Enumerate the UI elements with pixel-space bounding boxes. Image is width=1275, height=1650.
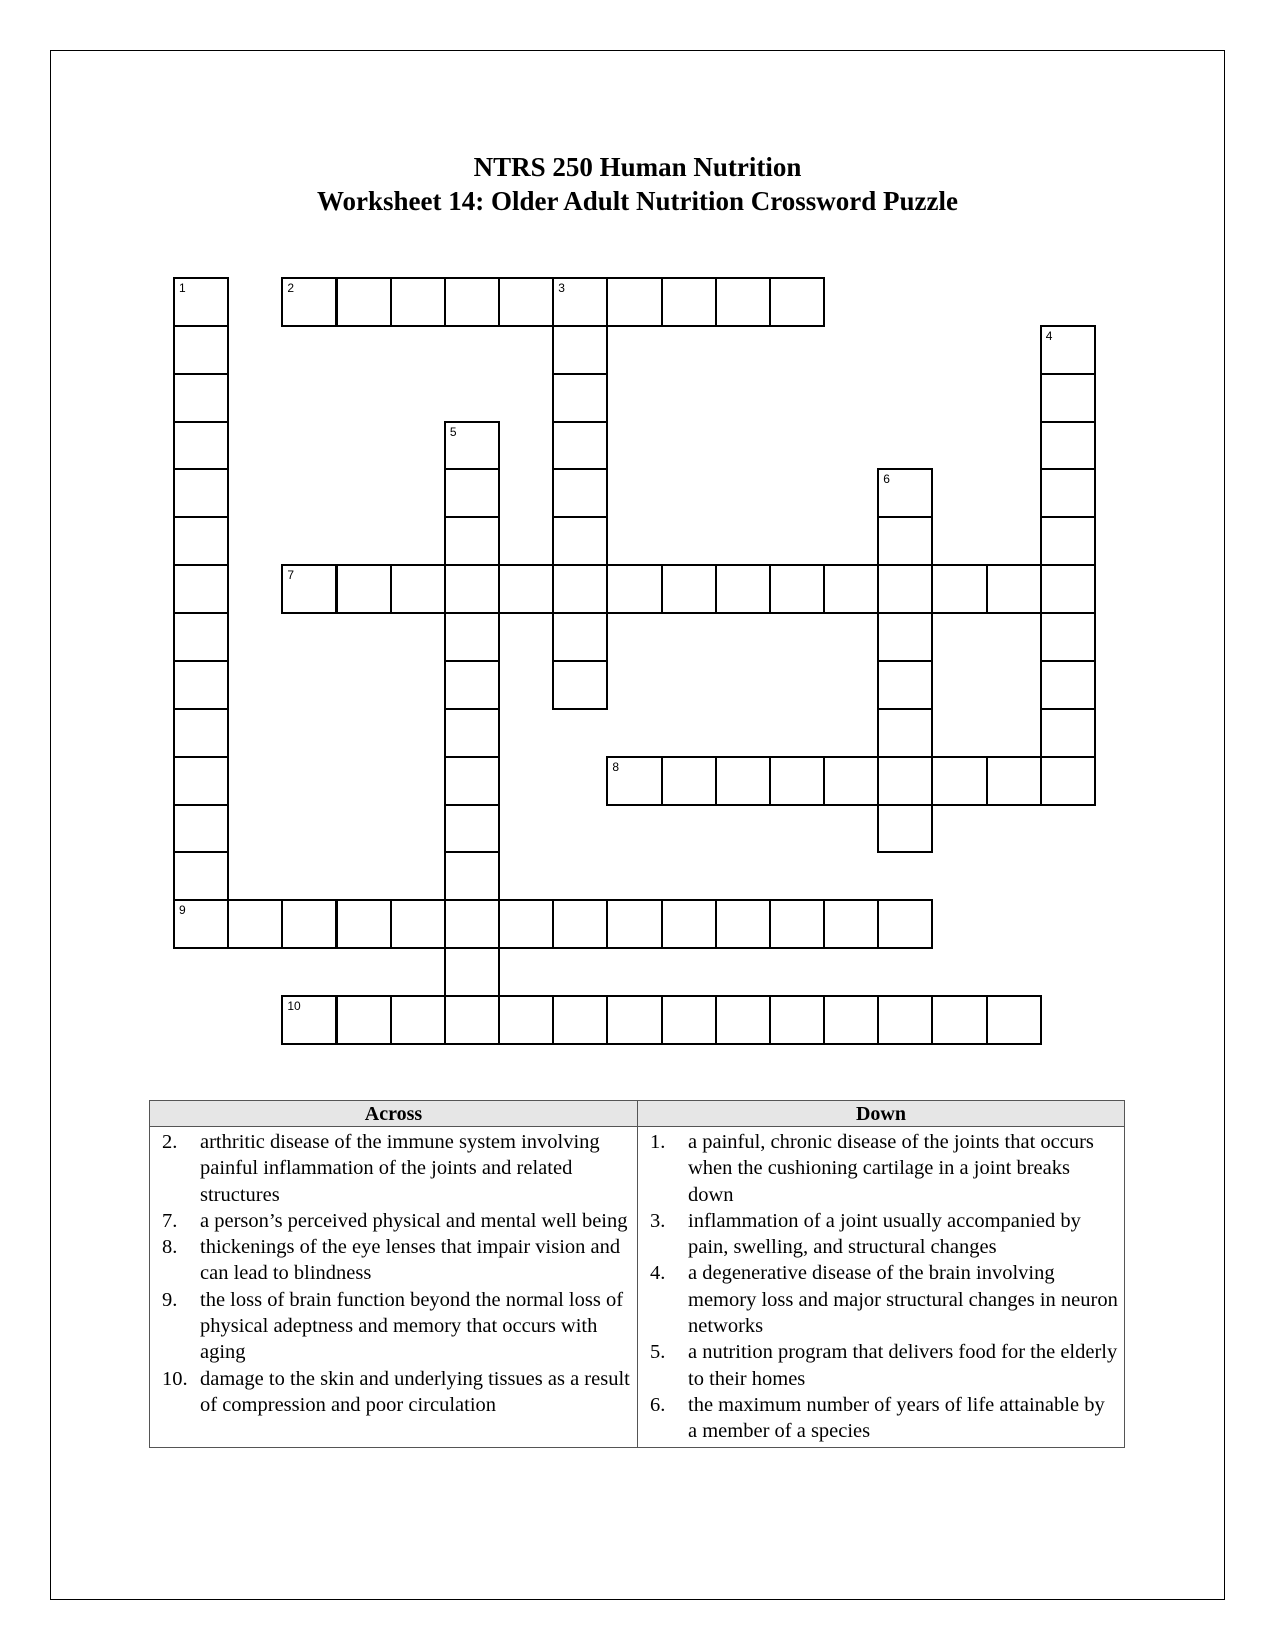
crossword-cell[interactable] xyxy=(715,899,771,949)
clue-text: arthritic disease of the immune system involving painful inflammation of the joints and related structures xyxy=(200,1131,600,1206)
crossword-cell[interactable] xyxy=(444,851,500,901)
crossword-cell[interactable] xyxy=(552,564,608,614)
crossword-cell[interactable] xyxy=(769,995,825,1045)
crossword-cell[interactable] xyxy=(986,995,1042,1045)
crossword-cell[interactable] xyxy=(173,612,229,662)
clue-text: the maximum number of years of life attainable by a member of a species xyxy=(688,1393,1105,1443)
crossword-cell[interactable] xyxy=(444,564,500,614)
clue-number: 4. xyxy=(650,1262,666,1285)
crossword-cell[interactable] xyxy=(986,564,1042,614)
crossword-cell[interactable] xyxy=(173,421,229,471)
crossword-cell[interactable] xyxy=(336,899,392,949)
crossword-cell[interactable] xyxy=(715,756,771,806)
cell-number: 7 xyxy=(287,568,295,583)
cell-number: 2 xyxy=(287,281,295,295)
crossword-cell[interactable] xyxy=(390,564,446,614)
crossword-cell[interactable] xyxy=(877,516,933,566)
crossword-cell[interactable] xyxy=(498,277,554,327)
clue-across-10 xyxy=(150,1366,637,1419)
crossword-cell[interactable] xyxy=(606,277,662,327)
crossword-cell[interactable] xyxy=(390,277,446,327)
crossword-cell[interactable] xyxy=(444,516,500,566)
crossword-cell[interactable] xyxy=(281,995,337,1045)
crossword-cell[interactable] xyxy=(336,995,392,1045)
crossword-cell[interactable] xyxy=(606,995,662,1045)
worksheet-title: Worksheet 14: Older Adult Nutrition Crossword Puzzle xyxy=(317,186,958,216)
clues-table xyxy=(149,1100,1125,1448)
clue-down-4 xyxy=(638,1260,1124,1339)
crossword-cell[interactable] xyxy=(1040,516,1096,566)
crossword-cell[interactable] xyxy=(769,756,825,806)
crossword-cell[interactable] xyxy=(281,899,337,949)
clue-number: 2. xyxy=(162,1131,178,1153)
crossword-cell[interactable] xyxy=(390,899,446,949)
crossword-cell[interactable] xyxy=(173,373,229,423)
cell-number: 5 xyxy=(449,424,457,439)
crossword-cell[interactable] xyxy=(444,612,500,662)
crossword-cell[interactable] xyxy=(877,899,933,949)
clue-text: a person’s perceived physical and mental well being xyxy=(200,1209,628,1232)
clue-number: 7. xyxy=(162,1209,178,1232)
cell-number: 1 xyxy=(179,281,186,295)
crossword-cell[interactable] xyxy=(444,421,500,471)
crossword-cell[interactable] xyxy=(661,277,717,327)
crossword-cell[interactable] xyxy=(661,756,717,806)
crossword-cell[interactable] xyxy=(173,756,229,806)
crossword-cell[interactable] xyxy=(1040,660,1096,710)
clue-down-1 xyxy=(638,1129,1124,1208)
crossword-cell[interactable] xyxy=(1040,708,1096,758)
crossword-cell[interactable] xyxy=(173,468,229,518)
crossword-cell[interactable] xyxy=(1040,373,1096,423)
clue-text: thickenings of the eye lenses that impair vision and can lead to blindness xyxy=(200,1236,621,1285)
crossword-cell[interactable] xyxy=(444,660,500,710)
clue-across-7 xyxy=(150,1208,637,1234)
crossword-cell[interactable] xyxy=(444,468,500,518)
crossword-cell[interactable] xyxy=(444,899,500,949)
clues-table-header xyxy=(150,1101,1124,1127)
clue-number: 1. xyxy=(650,1131,666,1153)
clue-text: a nutrition program that delivers food for the elderly to their homes xyxy=(688,1341,1118,1390)
crossword-cell[interactable] xyxy=(715,277,771,327)
crossword-cell[interactable] xyxy=(1040,325,1096,375)
crossword-cell[interactable] xyxy=(606,899,662,949)
cell-number: 6 xyxy=(883,472,890,487)
crossword-cell[interactable] xyxy=(606,564,662,614)
clue-down-3 xyxy=(638,1208,1124,1261)
crossword-cell[interactable] xyxy=(877,708,933,758)
clue-number: 8. xyxy=(162,1236,178,1259)
crossword-cell[interactable] xyxy=(173,804,229,854)
clue-down-6 xyxy=(638,1392,1124,1445)
crossword-cell[interactable] xyxy=(552,421,608,471)
crossword-cell[interactable] xyxy=(552,277,608,327)
clue-text: damage to the skin and underlying tissues as a result of compression and poor circulation xyxy=(200,1367,630,1416)
crossword-cell[interactable] xyxy=(877,995,933,1045)
across-header: Across xyxy=(150,1101,638,1126)
crossword-cell[interactable] xyxy=(877,564,933,614)
crossword-cell[interactable] xyxy=(173,277,229,327)
cell-number: 9 xyxy=(179,903,186,918)
crossword-cell[interactable] xyxy=(227,899,283,949)
crossword-cell[interactable] xyxy=(1040,564,1096,614)
course-title: NTRS 250 Human Nutrition xyxy=(473,152,802,182)
crossword-cell[interactable] xyxy=(769,899,825,949)
crossword-cell[interactable] xyxy=(336,277,392,327)
crossword-cell[interactable] xyxy=(1040,756,1096,806)
crossword-cell[interactable] xyxy=(661,995,717,1045)
crossword-cell[interactable] xyxy=(552,373,608,423)
crossword-cell[interactable] xyxy=(552,325,608,375)
crossword-cell[interactable] xyxy=(552,612,608,662)
clue-text: a degenerative disease of the brain involving memory loss and major structural changes in neuron networks xyxy=(688,1262,1118,1338)
crossword-cell[interactable] xyxy=(173,564,229,614)
crossword-cell[interactable] xyxy=(877,660,933,710)
clue-number: 3. xyxy=(650,1209,666,1232)
clue-across-9 xyxy=(150,1287,637,1366)
crossword-cell[interactable] xyxy=(173,325,229,375)
crossword-cell[interactable] xyxy=(986,756,1042,806)
crossword-cell[interactable] xyxy=(444,947,500,997)
across-clues xyxy=(150,1127,638,1447)
down-header: Down xyxy=(855,1103,906,1125)
crossword-cell[interactable] xyxy=(444,277,500,327)
crossword-cell[interactable] xyxy=(661,564,717,614)
crossword-cell[interactable] xyxy=(1040,612,1096,662)
crossword-cell[interactable] xyxy=(498,564,554,614)
crossword-cell[interactable] xyxy=(715,564,771,614)
crossword-cell[interactable] xyxy=(715,995,771,1045)
cell-number: 8 xyxy=(612,759,620,774)
crossword-cell[interactable] xyxy=(661,899,717,949)
crossword-cell[interactable] xyxy=(931,756,987,806)
crossword-cell[interactable] xyxy=(877,468,933,518)
clue-text: the loss of brain function beyond the normal loss of physical adeptness and memory that occurs with aging xyxy=(200,1288,624,1364)
crossword-cell[interactable] xyxy=(444,756,500,806)
crossword-cell[interactable] xyxy=(173,660,229,710)
down-clues xyxy=(638,1127,1124,1447)
crossword-cell[interactable] xyxy=(823,899,879,949)
clue-number: 6. xyxy=(650,1393,666,1416)
crossword-cell[interactable] xyxy=(552,516,608,566)
clue-number: 5. xyxy=(650,1341,666,1364)
crossword-cell[interactable] xyxy=(552,899,608,949)
crossword-cell[interactable] xyxy=(281,277,337,327)
clue-number: 9. xyxy=(162,1288,178,1311)
crossword-cell[interactable] xyxy=(823,564,879,614)
crossword-cell[interactable] xyxy=(498,995,554,1045)
crossword-cell[interactable] xyxy=(336,564,392,614)
crossword-cell[interactable] xyxy=(173,516,229,566)
clue-down-5 xyxy=(638,1339,1124,1392)
crossword-cell[interactable] xyxy=(606,756,662,806)
crossword-cell[interactable] xyxy=(1040,421,1096,471)
crossword-cell[interactable] xyxy=(390,995,446,1045)
crossword-cell[interactable] xyxy=(552,995,608,1045)
clue-text: inflammation of a joint usually accompanied by pain, swelling, and structural changes xyxy=(688,1209,1081,1259)
clue-text: a painful, chronic disease of the joints that occurs when the cushioning cartilage in a joint breaks down xyxy=(688,1131,1094,1206)
crossword-cell[interactable] xyxy=(1040,468,1096,518)
cell-number: 3 xyxy=(558,281,565,295)
crossword-cell[interactable] xyxy=(173,708,229,758)
crossword-cell[interactable] xyxy=(877,756,933,806)
crossword-cell[interactable] xyxy=(931,995,987,1045)
clue-number: 10. xyxy=(162,1367,188,1390)
crossword-cell[interactable] xyxy=(769,564,825,614)
cell-number: 10 xyxy=(287,999,301,1014)
crossword-cell[interactable] xyxy=(173,899,229,949)
crossword-cell[interactable] xyxy=(931,564,987,614)
crossword-cell[interactable] xyxy=(769,277,825,327)
crossword-cell[interactable] xyxy=(444,804,500,854)
crossword-cell[interactable] xyxy=(877,804,933,854)
crossword-cell[interactable] xyxy=(823,756,879,806)
crossword-cell[interactable] xyxy=(173,851,229,901)
crossword-cell[interactable] xyxy=(877,612,933,662)
crossword-cell[interactable] xyxy=(444,995,500,1045)
crossword-cell[interactable] xyxy=(823,995,879,1045)
clue-across-2 xyxy=(150,1129,637,1208)
crossword-cell[interactable] xyxy=(444,708,500,758)
crossword-cell[interactable] xyxy=(281,564,337,614)
cell-number: 4 xyxy=(1045,328,1053,343)
crossword-cell[interactable] xyxy=(552,660,608,710)
crossword-cell[interactable] xyxy=(498,899,554,949)
clue-across-8 xyxy=(150,1234,637,1287)
crossword-cell[interactable] xyxy=(552,468,608,518)
